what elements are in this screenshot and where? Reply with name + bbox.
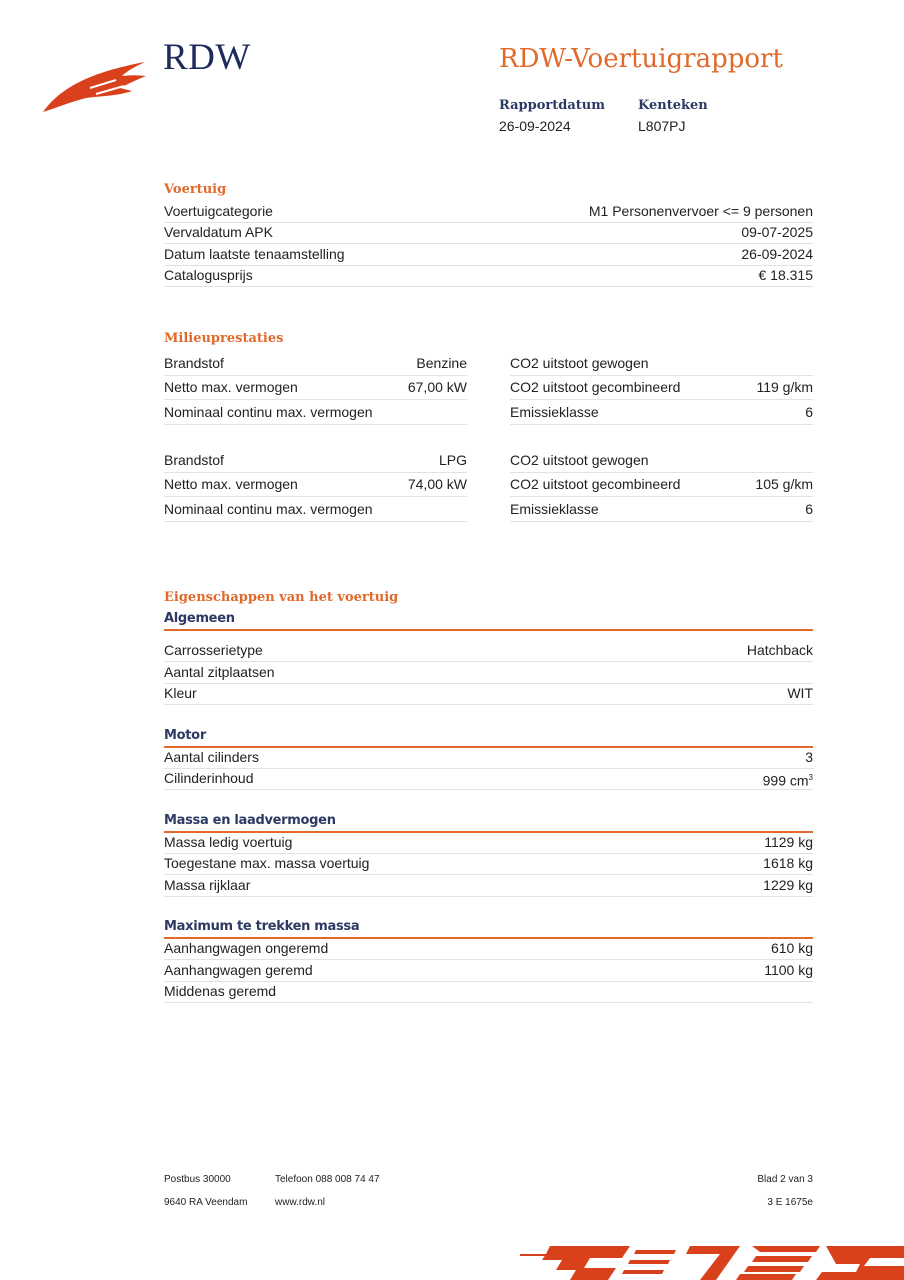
plate-label: Kenteken xyxy=(638,98,708,113)
row-label: Massa ledig voertuig xyxy=(164,834,293,850)
row-label: Carrosserietype xyxy=(164,642,263,658)
subsection-massa-title: Massa en laadvermogen xyxy=(164,813,336,828)
row-label: Nominaal continu max. vermogen xyxy=(164,404,373,420)
footer-page-number: Blad 2 van 3 xyxy=(757,1174,813,1185)
row-value: 6 xyxy=(805,404,813,420)
footer-city: 9640 RA Veendam xyxy=(164,1197,248,1208)
table-row xyxy=(164,747,813,769)
row-label: Massa rijklaar xyxy=(164,877,251,893)
brand-name: RDW xyxy=(163,37,251,78)
row-value: 119 g/km xyxy=(756,379,813,395)
row-label: Vervaldatum APK xyxy=(164,224,273,240)
row-value: WIT xyxy=(787,685,813,701)
row-label: Brandstof xyxy=(164,452,224,468)
cylinder-capacity-value: 999 cm xyxy=(762,772,809,789)
row-label: Catalogusprijs xyxy=(164,267,253,283)
row-label: Toegestane max. massa voertuig xyxy=(164,855,370,871)
report-title: RDW-Voertuigrapport xyxy=(499,44,783,74)
table-row xyxy=(164,472,467,497)
row-label: Aantal zitplaatsen xyxy=(164,664,275,680)
table-row xyxy=(164,662,813,684)
section-voertuig-title: Voertuig xyxy=(164,182,227,197)
table-row xyxy=(164,683,813,705)
table-row xyxy=(164,853,813,875)
row-label: Nominaal continu max. vermogen xyxy=(164,501,373,517)
row-value: 1129 kg xyxy=(764,834,813,850)
table-row xyxy=(510,448,813,473)
subsection-trekken-title: Maximum te trekken massa xyxy=(164,919,360,934)
footer-doc-code: 3 E 1675e xyxy=(767,1197,813,1208)
table-row xyxy=(510,375,813,400)
row-label: Cilinderinhoud xyxy=(164,770,254,786)
row-value: 74,00 kW xyxy=(407,476,467,492)
row-label: Kleur xyxy=(164,685,197,701)
row-value: 1618 kg xyxy=(763,855,813,871)
row-label: Aantal cilinders xyxy=(164,749,259,765)
table-row xyxy=(164,351,467,376)
row-value: 1100 kg xyxy=(764,962,813,978)
table-row xyxy=(510,400,813,425)
row-label: Voertuigcategorie xyxy=(164,203,273,219)
table-row xyxy=(164,222,813,244)
row-value: 09-07-2025 xyxy=(741,224,813,240)
table-row xyxy=(164,832,813,854)
row-value: 610 kg xyxy=(770,940,813,956)
table-row xyxy=(164,640,813,662)
table-row xyxy=(164,400,467,425)
unit-superscript: 3 xyxy=(808,773,813,782)
rdw-logo-icon xyxy=(40,58,150,114)
row-label: Brandstof xyxy=(164,355,224,371)
table-row xyxy=(510,351,813,376)
table-row xyxy=(510,472,813,497)
row-value: 1229 kg xyxy=(763,877,813,893)
subsection-algemeen-title: Algemeen xyxy=(164,611,235,626)
subsection-motor-title: Motor xyxy=(164,728,206,743)
row-value: Benzine xyxy=(416,355,467,371)
footer-website-link[interactable]: www.rdw.nl xyxy=(275,1197,326,1208)
footer-postbus: Postbus 30000 xyxy=(164,1174,231,1185)
table-row xyxy=(164,448,467,473)
row-value: 67,00 kW xyxy=(407,379,467,395)
report-date-label: Rapportdatum xyxy=(499,98,605,113)
row-label: Emissieklasse xyxy=(510,404,599,420)
section-divider xyxy=(164,629,813,631)
table-row xyxy=(164,875,813,897)
section-eigenschappen-title: Eigenschappen van het voertuig xyxy=(164,590,399,605)
table-row xyxy=(510,497,813,522)
row-label: CO2 uitstoot gewogen xyxy=(510,355,649,371)
table-row xyxy=(164,981,813,1003)
plate-number: L807PJ xyxy=(638,118,686,134)
row-label: CO2 uitstoot gecombineerd xyxy=(510,379,681,395)
row-label: Netto max. vermogen xyxy=(164,379,298,395)
row-label: Datum laatste tenaamstelling xyxy=(164,246,345,262)
decorative-stripes-icon xyxy=(520,1244,904,1280)
row-value xyxy=(763,768,813,791)
row-value: M1 Personenvervoer <= 9 personen xyxy=(588,203,813,219)
row-label: CO2 uitstoot gewogen xyxy=(510,452,649,468)
table-row xyxy=(164,768,813,790)
table-row xyxy=(164,938,813,960)
report-date: 26-09-2024 xyxy=(499,118,571,134)
row-value: Hatchback xyxy=(746,642,813,658)
row-label: CO2 uitstoot gecombineerd xyxy=(510,476,681,492)
row-value: 105 g/km xyxy=(755,476,813,492)
table-row xyxy=(164,265,813,287)
table-row xyxy=(164,497,467,522)
row-value: 26-09-2024 xyxy=(741,246,813,262)
row-label: Middenas geremd xyxy=(164,983,277,999)
row-value: € 18.315 xyxy=(758,267,813,283)
row-value: 6 xyxy=(805,501,813,517)
row-label: Aanhangwagen geremd xyxy=(164,962,313,978)
table-row xyxy=(164,960,813,982)
footer-phone: Telefoon 088 008 74 47 xyxy=(275,1174,380,1185)
table-row xyxy=(164,201,813,223)
section-milieu-title: Milieuprestaties xyxy=(164,331,284,346)
row-label: Emissieklasse xyxy=(510,501,599,517)
table-row xyxy=(164,375,467,400)
row-label: Aanhangwagen ongeremd xyxy=(164,940,329,956)
row-label: Netto max. vermogen xyxy=(164,476,298,492)
row-value: LPG xyxy=(438,452,467,468)
table-row xyxy=(164,244,813,266)
row-value: 3 xyxy=(805,749,813,765)
